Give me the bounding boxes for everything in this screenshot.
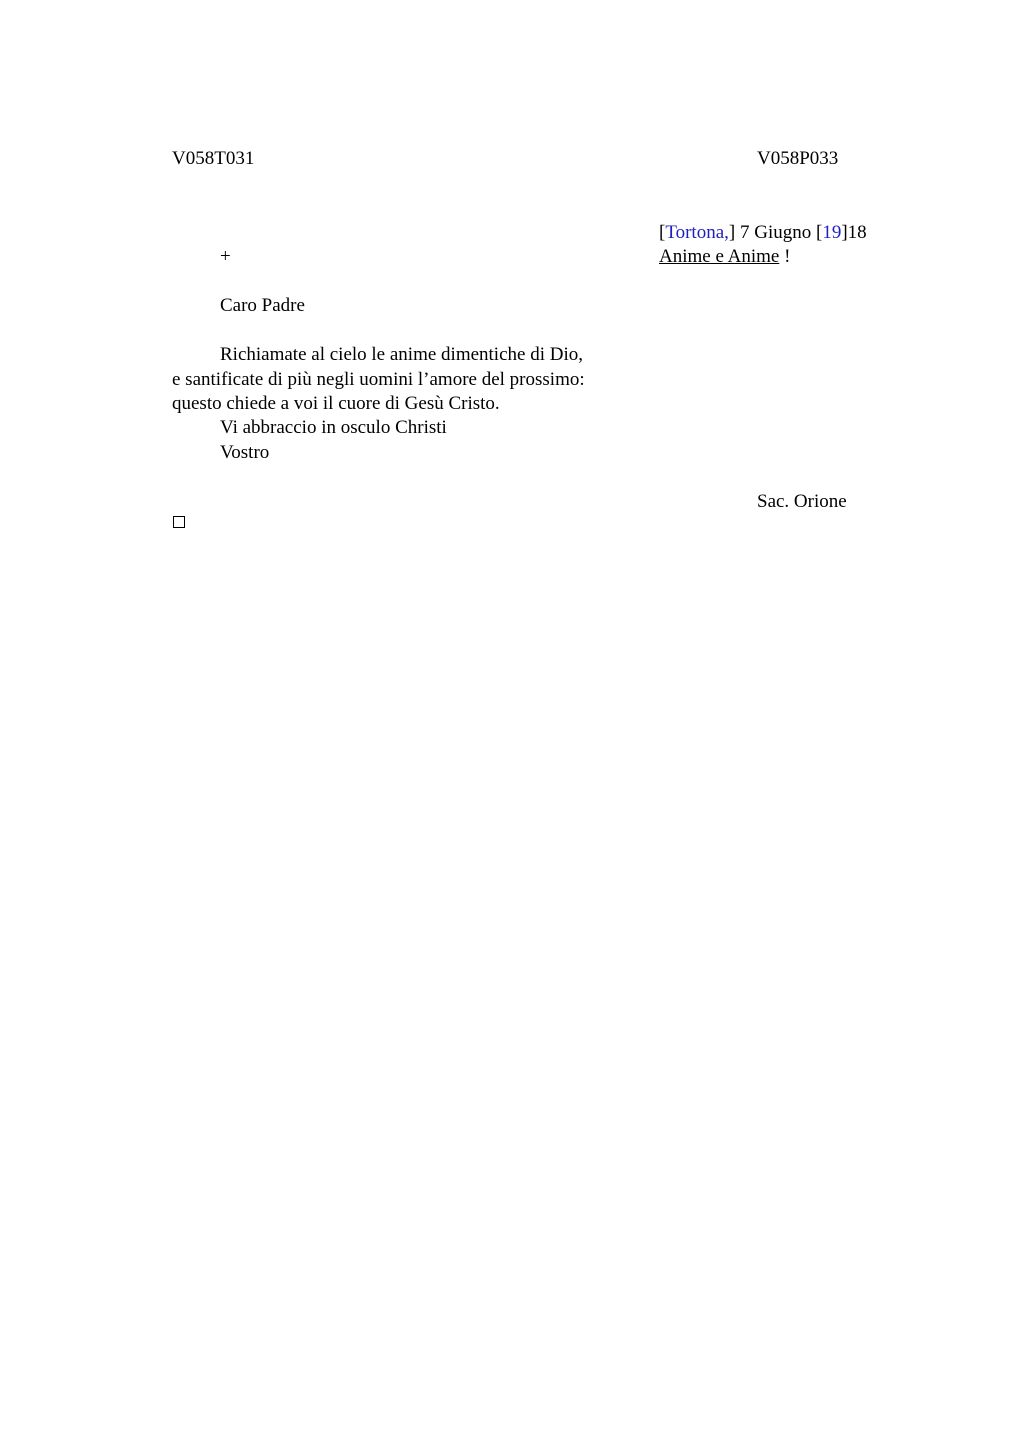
salutation: Caro Padre xyxy=(220,295,305,316)
checkbox-square-icon xyxy=(173,516,185,528)
motto-suffix: ! xyxy=(779,246,791,267)
signature: Sac. Orione xyxy=(757,491,847,512)
body-line-2: e santificate di più negli uomini l’amore del prossimo: xyxy=(172,369,585,390)
dateline-century: 19 xyxy=(822,222,842,243)
body-line-1: Richiamate al cielo le anime dimentiche di Dio, xyxy=(220,344,583,365)
motto xyxy=(659,245,790,269)
closing-line-2: Vostro xyxy=(220,442,270,463)
cross-symbol: + xyxy=(220,246,231,267)
dateline xyxy=(659,221,867,245)
document-code-right: V058P033 xyxy=(757,148,839,169)
dateline-place: Tortona, xyxy=(665,222,729,243)
dateline-year: ]18 xyxy=(841,222,867,243)
closing-line-1: Vi abbraccio in osculo Christi xyxy=(220,417,447,438)
document-code-left: V058T031 xyxy=(172,148,255,169)
dateline-bracket-open: [ xyxy=(659,222,666,243)
body-line-3: questo chiede a voi il cuore di Gesù Cristo. xyxy=(172,393,500,414)
motto-text: Anime e Anime xyxy=(659,246,780,267)
dateline-date: ] 7 Giugno [ xyxy=(728,222,823,243)
